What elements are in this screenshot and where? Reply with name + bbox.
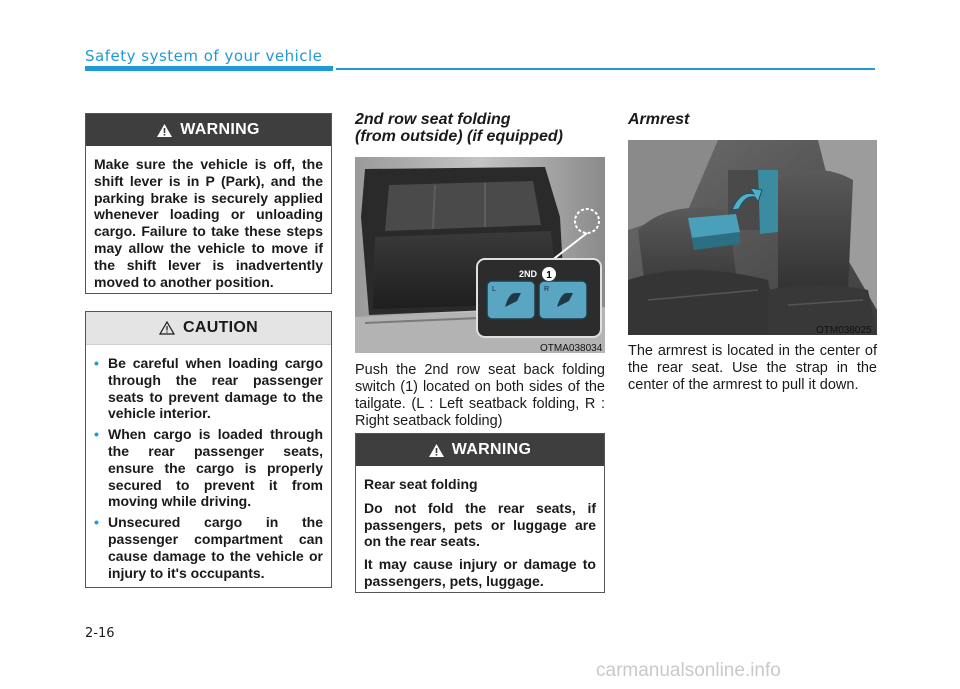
warning-body bbox=[356, 466, 604, 590]
caution-list-item bbox=[94, 426, 323, 510]
caution-body bbox=[86, 345, 331, 581]
caution-list bbox=[94, 355, 323, 581]
figure-armrest bbox=[628, 140, 877, 335]
warning-triangle-icon bbox=[157, 124, 172, 137]
armrest-description: The armrest is located in the center of the rear seat. Use the strap in the center of the armrest to pull it down. bbox=[628, 343, 877, 393]
bullet-icon: • bbox=[94, 355, 99, 371]
caution-list-item bbox=[94, 355, 323, 422]
warning-body bbox=[86, 146, 331, 290]
watermark: carmanualsonline.info bbox=[596, 660, 781, 681]
figure-code: OTMA038034 bbox=[540, 343, 603, 354]
caution-header bbox=[86, 312, 331, 345]
callout-number: 1 bbox=[546, 270, 552, 281]
warning-heading: WARNING bbox=[451, 441, 532, 458]
warning-heading: WARNING bbox=[180, 121, 260, 138]
right-switch-letter: R bbox=[544, 286, 550, 293]
warning-text: Do not fold the rear seats, if passengers, pets or luggage are on the rear seats. bbox=[364, 499, 596, 550]
switch-label: 2ND bbox=[519, 269, 538, 279]
caution-list-item bbox=[94, 514, 323, 581]
figure-cargo-area bbox=[355, 157, 605, 353]
heading-line: (from outside) (if equipped) bbox=[355, 128, 563, 145]
left-switch-letter: L bbox=[492, 286, 496, 293]
warning-header bbox=[86, 114, 331, 146]
section-title: Safety system of your vehicle bbox=[85, 47, 323, 65]
caution-heading: CAUTION bbox=[183, 319, 258, 336]
bullet-icon: • bbox=[94, 426, 99, 443]
caution-box-cargo bbox=[85, 311, 332, 588]
heading-line: 2nd row seat folding bbox=[355, 111, 511, 128]
warning-box-loading bbox=[85, 113, 332, 294]
page-number: 2-16 bbox=[85, 626, 115, 641]
bullet-icon: • bbox=[94, 514, 99, 531]
header-rule bbox=[336, 68, 875, 70]
warning-box-rear-seat bbox=[355, 433, 605, 593]
warning-header bbox=[356, 434, 604, 466]
cargo-area-illustration bbox=[355, 157, 605, 353]
warning-title: Rear seat folding bbox=[364, 476, 478, 492]
section-heading-armrest: Armrest bbox=[628, 111, 690, 128]
seat-folding-description: Push the 2nd row seat back folding switch (1) located on both sides of the tailgate. (L : Left seatback folding, R : Right seatback folding) bbox=[355, 362, 605, 429]
section-heading-seat-folding bbox=[355, 111, 615, 145]
caution-item-text: Be careful when loading cargo through the rear passenger seats to prevent damage to the vehicle interior. bbox=[108, 355, 323, 422]
armrest-illustration bbox=[628, 140, 877, 335]
caution-triangle-icon bbox=[159, 321, 175, 335]
caution-item-text: When cargo is loaded through the rear passenger seats, ensure the cargo is properly secured to prevent it from moving while driving. bbox=[108, 426, 323, 510]
warning-text: Make sure the vehicle is off, the shift lever is in P (Park), and the parking brake is securely applied whenever loading or unloading cargo. Failure to take these steps may allow the vehicle to move if the shift lever is inadvertently moved to another position. bbox=[94, 156, 323, 290]
warning-triangle-icon bbox=[429, 444, 444, 457]
warning-text: It may cause injury or damage to passengers, pets, luggage. bbox=[364, 556, 596, 589]
caution-item-text: Unsecured cargo in the passenger compartment can cause damage to the vehicle or injury to it's occupants. bbox=[108, 514, 323, 581]
header-accent-bar bbox=[85, 66, 333, 71]
figure-code: OTM038025 bbox=[816, 325, 872, 336]
